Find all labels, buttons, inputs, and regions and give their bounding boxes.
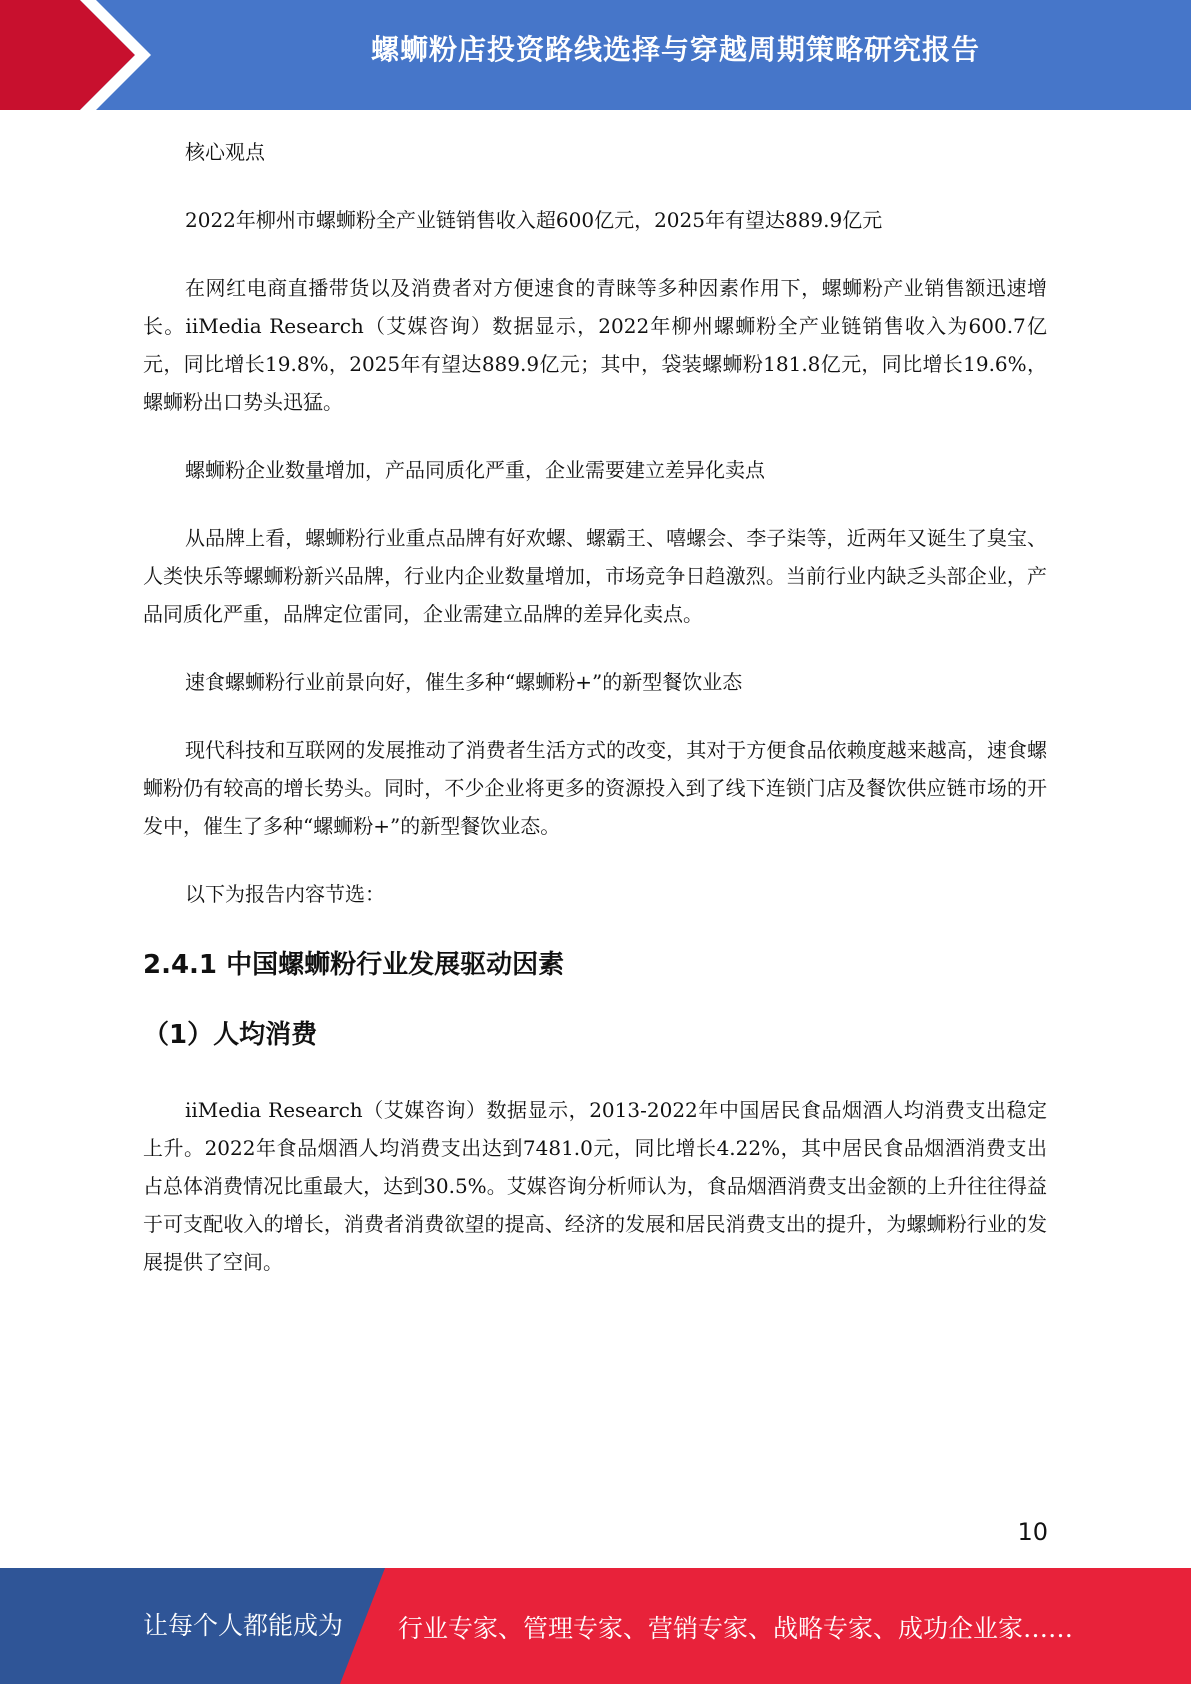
document-body: [143, 133, 1047, 1281]
page-footer: [0, 1568, 1191, 1684]
core-heading: 核心观点: [185, 140, 265, 164]
point1-body: 在网红电商直播带货以及消费者对方便速食的青睐等多种因素作用下，螺蛳粉产业销售额迅速增长。iiMedia Research（艾媒咨询）数据显示，2022年柳州螺蛳粉全产业链销售收入为600.7亿元，同比增长19.8%，2025年有望达889.9亿元；其中，袋装螺蛳粉181.8亿元，同比增长19.6%，螺蛳粉出口势头迅猛。: [143, 276, 1047, 414]
page-header: [0, 0, 1191, 110]
point3-body: 现代科技和互联网的发展推动了消费者生活方式的改变，其对于方便食品依赖度越来越高，速食螺蛳粉仍有较高的增长势头。同时，不少企业将更多的资源投入到了线下连锁门店及餐饮供应链市场的开发中，催生了多种“螺蛳粉+”的新型餐饮业态。: [143, 738, 1047, 838]
header-arrow-graphic: [0, 0, 160, 110]
footer-slogan-right: 行业专家、管理专家、营销专家、战略专家、成功企业家……: [398, 1614, 1074, 1643]
sub-heading: （1）人均消费: [143, 1020, 318, 1050]
section-body: iiMedia Research（艾媒咨询）数据显示，2013-2022年中国居民食品烟酒人均消费支出稳定上升。2022年食品烟酒人均消费支出达到7481.0元，同比增长4.22%，其中居民食品烟酒消费支出占总体消费情况比重最大，达到30.5%。艾媒咨询分析师认为，食品烟酒消费支出金额的上升往往得益于可支配收入的增长，消费者消费欲望的提高、经济的发展和居民消费支出的提升，为螺蛳粉行业的发展提供了空间。: [143, 1098, 1047, 1274]
report-title: 螺蛳粉店投资路线选择与穿越周期策略研究报告: [370, 33, 980, 66]
point2-body: 从品牌上看，螺蛳粉行业重点品牌有好欢螺、螺霸王、嘻螺会、李子柒等，近两年又诞生了臭宝、人类快乐等螺蛳粉新兴品牌，行业内企业数量增加，市场竞争日趋激烈。当前行业内缺乏头部企业，产品同质化严重，品牌定位雷同，企业需建立品牌的差异化卖点。: [143, 526, 1047, 626]
point1-title: 2022年柳州市螺蛳粉全产业链销售收入超600亿元，2025年有望达889.9亿元: [185, 208, 883, 232]
page-number: 10: [1017, 1518, 1048, 1546]
excerpt-intro: 以下为报告内容节选：: [185, 882, 385, 906]
section-heading: 2.4.1 中国螺蛳粉行业发展驱动因素: [143, 950, 565, 980]
point2-title: 螺蛳粉企业数量增加，产品同质化严重，企业需要建立差异化卖点: [185, 458, 765, 482]
point3-title: 速食螺蛳粉行业前景向好，催生多种“螺蛳粉+”的新型餐饮业态: [185, 670, 743, 694]
footer-slogan-left: 让每个人都能成为: [143, 1611, 344, 1640]
